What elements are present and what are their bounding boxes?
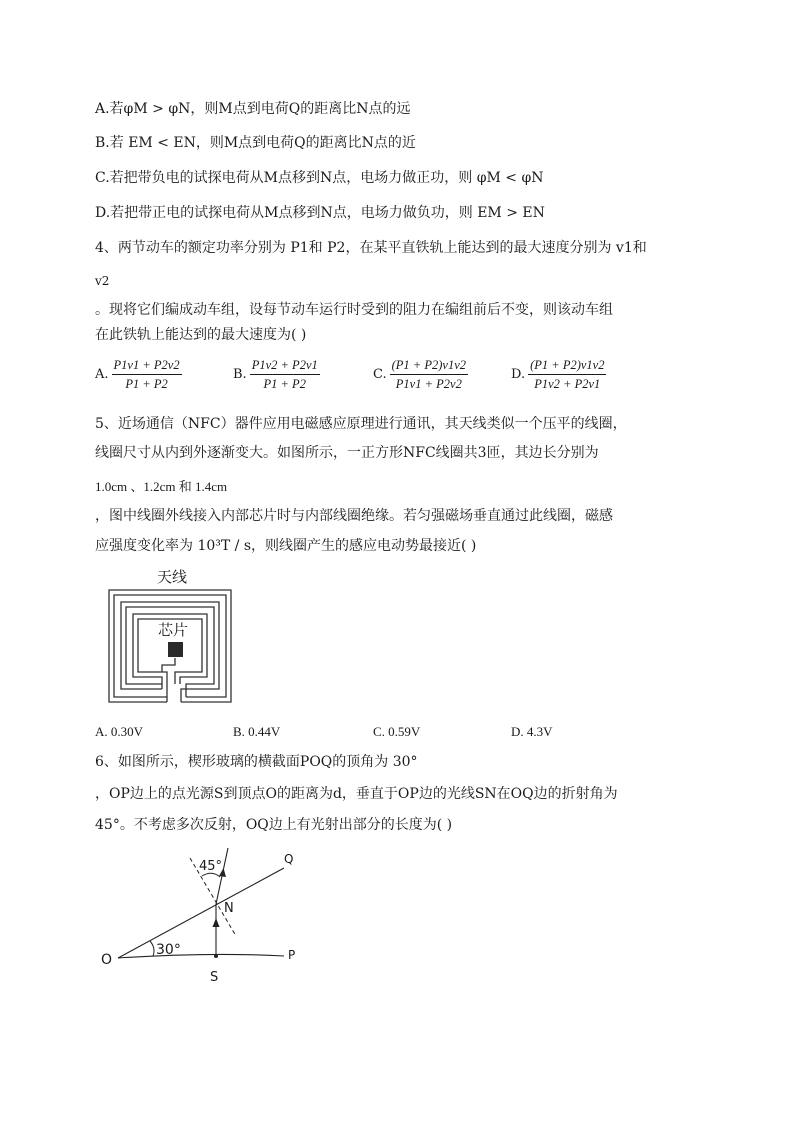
q6-stem-line1: 6、如图所示，楔形玻璃的横截面POQ的顶角为 30° (95, 754, 418, 770)
nfc-coil-figure (105, 565, 235, 710)
label-n: N (224, 901, 234, 916)
q4-option-b-den: P1 + P2 (263, 377, 306, 391)
label-o: O (101, 952, 113, 968)
q5-choice-a: A. 0.30V (95, 724, 144, 739)
q4-option-c-label: C. (373, 366, 387, 382)
q4-option-d-den: P1v2 + P2v1 (534, 377, 601, 391)
q5-stem-line2: 线圈尺寸从内到外逐渐变大。如图所示，一正方形NFC线圈共3匝，其边长分别为 (95, 445, 599, 461)
q4-option-b-fraction (250, 357, 320, 392)
q4-stem-line1: 4、两节动车的额定功率分别为 P1和 P2，在某平直铁轨上能达到的最大速度分别为 v1和 (95, 240, 647, 256)
q4-stem-line2: v2 (95, 274, 110, 288)
edge-op (118, 954, 284, 958)
q4-option-a-fraction (112, 357, 182, 392)
q3-option-c: C.若把带负电的试探电荷从M点移到N点，电场力做正功，则 φM < φN (95, 170, 544, 186)
q4-option-a (95, 357, 182, 392)
q4-option-a-num: P1v1 + P2v2 (112, 357, 182, 375)
q4-option-d-num: (P1 + P2)v1v2 (528, 357, 606, 375)
q3-option-d: D.若把带正电的试探电荷从M点移到N点，电场力做负功，则 EM > EN (95, 205, 545, 221)
q5-stem-line1: 5、近场通信（NFC）器件应用电磁感应原理进行通讯，其天线类似一个压平的线圈， (95, 416, 627, 432)
q4-option-a-label: A. (95, 366, 109, 382)
q4-options (95, 357, 715, 397)
label-q: Q (284, 852, 294, 866)
q4-option-c-num: (P1 + P2)v1v2 (390, 357, 468, 375)
q4-stem-line3: 。现将它们编成动车组，设每节动车运行时受到的阻力在编组前后不变，则该动车组 (95, 302, 613, 318)
angle-arc-30 (150, 941, 154, 956)
q5-choice-c: C. 0.59V (373, 724, 421, 739)
q5-choice-b: B. 0.44V (233, 724, 281, 739)
q4-option-b-num: P1v2 + P2v1 (250, 357, 320, 375)
q4-option-c-fraction (390, 357, 468, 392)
q4-option-c (373, 357, 468, 392)
q5-stem-line3: 1.0cm 、1.2cm 和 1.4cm (95, 479, 228, 494)
q4-stem-line4: 在此铁轨上能达到的最大速度为( ) (95, 327, 307, 343)
point-s (214, 954, 218, 958)
q5-choices (95, 723, 695, 741)
q4-option-b (233, 357, 320, 392)
q4-option-d-fraction (528, 357, 606, 392)
label-p: P (288, 948, 296, 962)
q5-stem-line4: ，图中线圈外线接入内部芯片时与内部线圈绝缘。若匀强磁场垂直通过此线圈，磁感 (95, 508, 613, 524)
q3-option-b: B.若 EM < EN，则M点到电荷Q的距离比N点的近 (95, 135, 416, 151)
q6-stem-line2: ，OP边上的点光源S到顶点O的距离为d，垂直于OP边的光线SN在OQ边的折射角为 (95, 786, 618, 802)
q4-option-d-label: D. (511, 366, 526, 382)
wedge-glass-figure (98, 840, 308, 990)
q6-stem-line3: 45°。不考虑多次反射，OQ边上有光射出部分的长度为( ) (95, 817, 453, 833)
figure-label-antenna: 天线 (157, 568, 188, 586)
q5-choice-d: D. 4.3V (511, 724, 553, 739)
chip-lead (162, 658, 175, 672)
ray-sn-arrow (213, 918, 220, 927)
q4-option-d (511, 357, 606, 392)
edge-oq (118, 868, 284, 958)
q3-option-a: A.若φM > φN，则M点到电荷Q的距离比N点的远 (95, 101, 411, 117)
label-s: S (210, 970, 219, 985)
chip-square (168, 642, 183, 657)
label-angle-30: 30° (156, 942, 181, 958)
label-angle-45: 45° (199, 859, 223, 874)
q4-option-b-label: B. (233, 366, 247, 382)
q4-option-a-den: P1 + P2 (125, 377, 168, 391)
q4-option-c-den: P1v1 + P2v2 (395, 377, 462, 391)
figure-label-chip: 芯片 (158, 621, 189, 639)
q5-stem-line5: 应强度变化率为 10³T / s，则线圈产生的感应电动势最接近( ) (95, 538, 477, 554)
